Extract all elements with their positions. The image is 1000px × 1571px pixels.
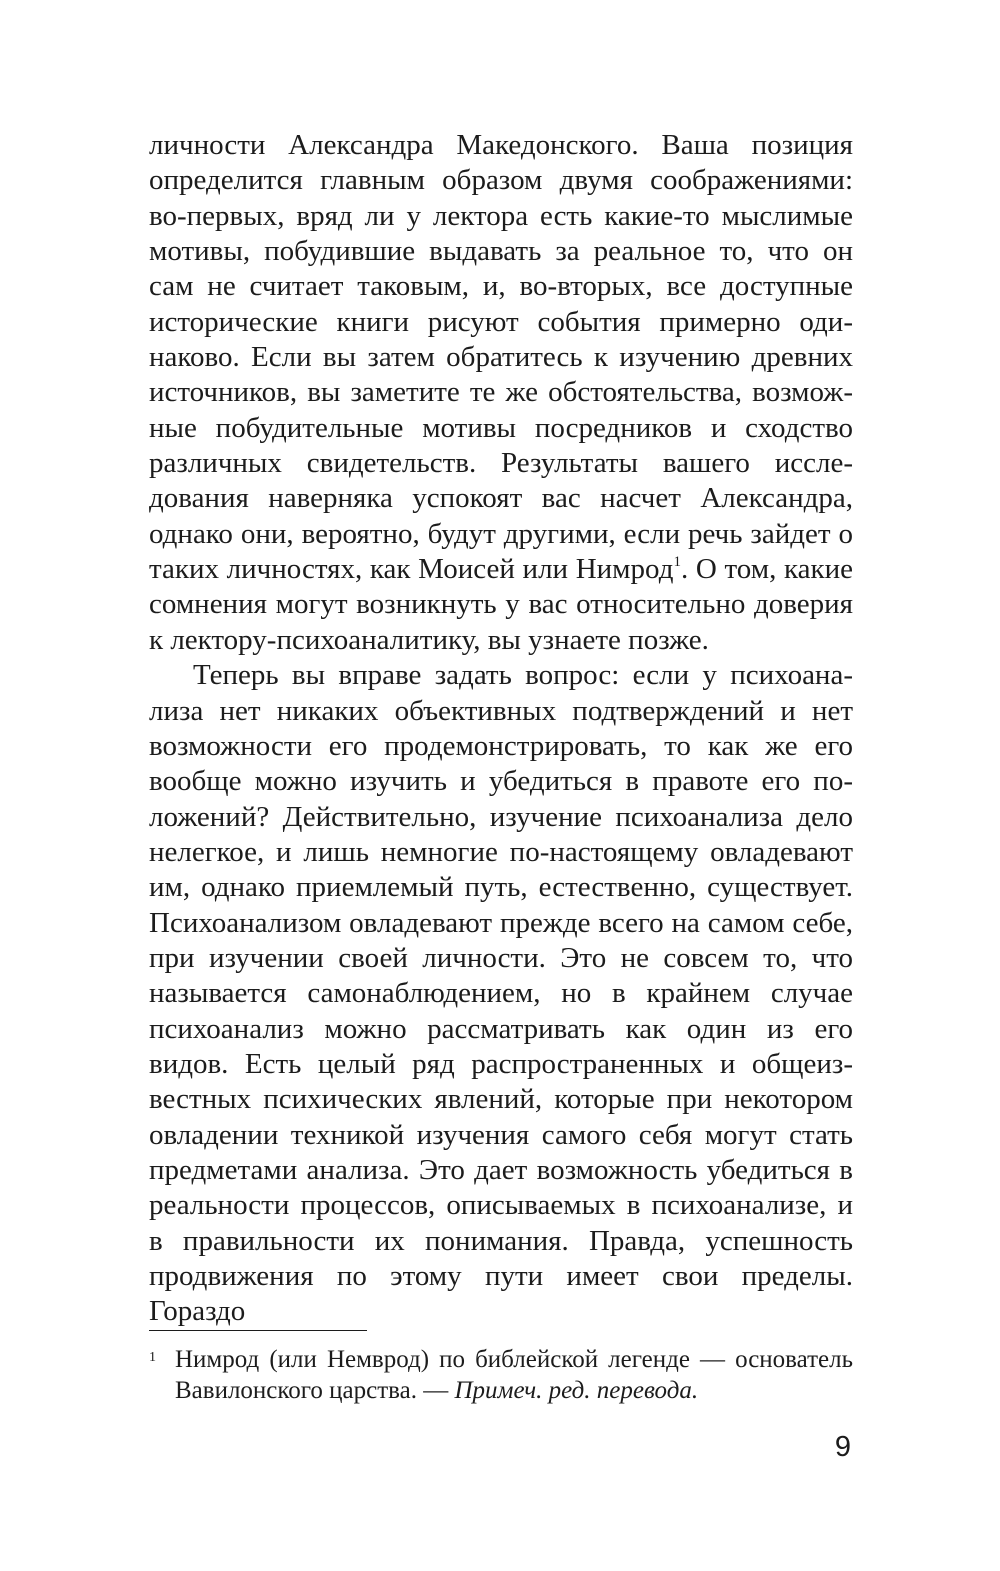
paragraph-1-tail: . О том, какие сомнения могут возникнуть у вас относительно доверия к лектору-психоаналитику, вы узнаете позже.	[149, 553, 853, 656]
footnote-divider	[149, 1330, 367, 1331]
footnote-number: 1	[149, 1350, 156, 1365]
footnote-body	[175, 1344, 853, 1406]
paragraph-2: Теперь вы вправе задать вопрос: если у психоанализа нет никаких объективных подтверждений и нет возможности его продемонстрировать, то как же его вообще можно изучить и убедиться в правоте его положений? Действительно, изучение психоанализа дело нелегкое, и лишь немногие по-настоящему овладевают им, однако приемлемый путь, естественно, существует. Психоанализом овладевают прежде всего на самом себе, при изучении своей личности. Это не совсем то, что называется самонаблюдением, но в крайнем случае психоанализ можно рассматривать как один из его видов. Есть целый ряд распространенных и общеизвестных психических явлений, которые при некотором овладении техникой изучения самого себя могут стать предметами анализа. Это дает возможность убедиться в реальности процессов, описываемых в психоанализе, и в правильности их понимания. Правда, успешность продвижения по этому пути имеет свои пределы. Гораздо	[149, 659, 853, 1328]
footnote-reference[interactable]: 1	[673, 554, 681, 571]
paragraph-1-text: личности Александра Македонского. Ваша позиция определится главным образом двумя соображениями: во-первых, вряд ли у лектора есть какие-то мыслимые мотивы, побудившие выдавать за реальное то, что он сам не считает таковым, и, во-вторых, все доступные исторические книги рисуют события примерно одинаково. Если вы затем обратитесь к изучению древних источников, вы заметите те же обстоятельства, возможные побудительные мотивы посредников и сходство различных свидетельств. Результаты вашего исследования наверняка успокоят вас насчет Александра, однако они, вероятно, будут другими, если речь зайдет о таких личностях, как Моисей или Нимрод	[149, 129, 853, 586]
footnote-editor-note: Примеч. ред. перевода.	[454, 1377, 699, 1404]
page-number: 9	[834, 1431, 851, 1463]
paragraph-continuation	[149, 128, 853, 658]
footnote-text: Нимрод (или Немврод) по библейской легенде — основатель Вавилонского царства. —	[175, 1346, 853, 1404]
main-text	[149, 128, 853, 1330]
footnote	[149, 1344, 853, 1406]
